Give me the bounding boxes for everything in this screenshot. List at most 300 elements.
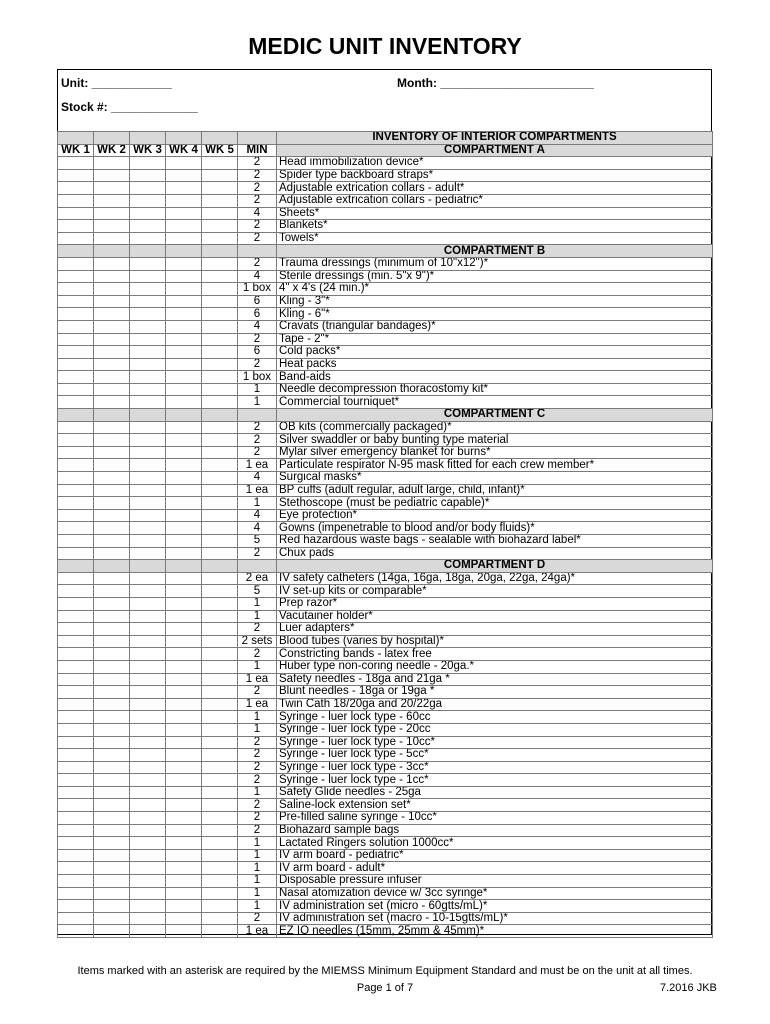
week-3-check-cell[interactable]	[130, 837, 166, 850]
week-1-check-cell[interactable]	[58, 169, 94, 182]
week-1-check-cell[interactable]	[58, 925, 94, 938]
week-4-check-cell[interactable]	[166, 232, 202, 245]
week-5-check-cell[interactable]	[202, 446, 238, 459]
week-5-check-cell[interactable]	[202, 497, 238, 510]
week-5-check-cell[interactable]	[202, 912, 238, 925]
week-1-check-cell[interactable]	[58, 660, 94, 673]
week-4-check-cell[interactable]	[166, 320, 202, 333]
week-4-check-cell[interactable]	[166, 522, 202, 535]
week-2-check-cell[interactable]	[94, 585, 130, 598]
week-4-check-cell[interactable]	[166, 295, 202, 308]
week-3-check-cell[interactable]	[130, 472, 166, 485]
week-1-check-cell[interactable]	[58, 597, 94, 610]
week-4-check-cell[interactable]	[166, 900, 202, 913]
week-1-check-cell[interactable]	[58, 270, 94, 283]
week-4-check-cell[interactable]	[166, 358, 202, 371]
week-4-check-cell[interactable]	[166, 497, 202, 510]
week-2-check-cell[interactable]	[94, 283, 130, 296]
week-1-check-cell[interactable]	[58, 623, 94, 636]
week-5-check-cell[interactable]	[202, 572, 238, 585]
unit-field[interactable]: Unit: ____________	[61, 76, 172, 90]
week-1-check-cell[interactable]	[58, 635, 94, 648]
week-5-check-cell[interactable]	[202, 648, 238, 661]
week-1-check-cell[interactable]	[58, 572, 94, 585]
week-2-check-cell[interactable]	[94, 723, 130, 736]
week-1-check-cell[interactable]	[58, 723, 94, 736]
week-3-check-cell[interactable]	[130, 849, 166, 862]
week-1-check-cell[interactable]	[58, 283, 94, 296]
week-2-check-cell[interactable]	[94, 371, 130, 384]
week-5-check-cell[interactable]	[202, 547, 238, 560]
week-3-check-cell[interactable]	[130, 623, 166, 636]
week-3-check-cell[interactable]	[130, 194, 166, 207]
week-5-check-cell[interactable]	[202, 774, 238, 787]
week-2-check-cell[interactable]	[94, 925, 130, 938]
week-5-check-cell[interactable]	[202, 862, 238, 875]
week-2-check-cell[interactable]	[94, 875, 130, 888]
week-3-check-cell[interactable]	[130, 698, 166, 711]
week-1-check-cell[interactable]	[58, 346, 94, 359]
week-4-check-cell[interactable]	[166, 346, 202, 359]
week-2-check-cell[interactable]	[94, 799, 130, 812]
week-3-check-cell[interactable]	[130, 295, 166, 308]
week-3-check-cell[interactable]	[130, 711, 166, 724]
week-5-check-cell[interactable]	[202, 421, 238, 434]
week-3-check-cell[interactable]	[130, 824, 166, 837]
week-5-check-cell[interactable]	[202, 220, 238, 233]
week-2-check-cell[interactable]	[94, 774, 130, 787]
week-4-check-cell[interactable]	[166, 459, 202, 472]
week-5-check-cell[interactable]	[202, 257, 238, 270]
week-2-check-cell[interactable]	[94, 509, 130, 522]
week-5-check-cell[interactable]	[202, 308, 238, 321]
week-1-check-cell[interactable]	[58, 648, 94, 661]
week-4-check-cell[interactable]	[166, 283, 202, 296]
week-1-check-cell[interactable]	[58, 182, 94, 195]
week-2-check-cell[interactable]	[94, 749, 130, 762]
week-5-check-cell[interactable]	[202, 346, 238, 359]
week-2-check-cell[interactable]	[94, 472, 130, 485]
week-5-check-cell[interactable]	[202, 875, 238, 888]
week-5-check-cell[interactable]	[202, 371, 238, 384]
week-4-check-cell[interactable]	[166, 761, 202, 774]
week-2-check-cell[interactable]	[94, 182, 130, 195]
week-2-check-cell[interactable]	[94, 849, 130, 862]
week-1-check-cell[interactable]	[58, 824, 94, 837]
week-4-check-cell[interactable]	[166, 220, 202, 233]
week-2-check-cell[interactable]	[94, 320, 130, 333]
week-2-check-cell[interactable]	[94, 761, 130, 774]
week-1-check-cell[interactable]	[58, 799, 94, 812]
week-4-check-cell[interactable]	[166, 837, 202, 850]
week-2-check-cell[interactable]	[94, 547, 130, 560]
week-2-check-cell[interactable]	[94, 912, 130, 925]
week-5-check-cell[interactable]	[202, 232, 238, 245]
week-1-check-cell[interactable]	[58, 673, 94, 686]
week-1-check-cell[interactable]	[58, 333, 94, 346]
week-1-check-cell[interactable]	[58, 396, 94, 409]
week-5-check-cell[interactable]	[202, 509, 238, 522]
week-2-check-cell[interactable]	[94, 383, 130, 396]
week-4-check-cell[interactable]	[166, 673, 202, 686]
week-4-check-cell[interactable]	[166, 635, 202, 648]
week-4-check-cell[interactable]	[166, 597, 202, 610]
week-2-check-cell[interactable]	[94, 635, 130, 648]
week-3-check-cell[interactable]	[130, 799, 166, 812]
week-2-check-cell[interactable]	[94, 220, 130, 233]
week-5-check-cell[interactable]	[202, 749, 238, 762]
week-3-check-cell[interactable]	[130, 509, 166, 522]
week-1-check-cell[interactable]	[58, 711, 94, 724]
week-1-check-cell[interactable]	[58, 749, 94, 762]
week-3-check-cell[interactable]	[130, 220, 166, 233]
week-5-check-cell[interactable]	[202, 597, 238, 610]
week-1-check-cell[interactable]	[58, 157, 94, 170]
week-3-check-cell[interactable]	[130, 434, 166, 447]
week-4-check-cell[interactable]	[166, 686, 202, 699]
week-5-check-cell[interactable]	[202, 837, 238, 850]
week-4-check-cell[interactable]	[166, 925, 202, 938]
week-4-check-cell[interactable]	[166, 572, 202, 585]
week-5-check-cell[interactable]	[202, 736, 238, 749]
week-2-check-cell[interactable]	[94, 308, 130, 321]
week-3-check-cell[interactable]	[130, 371, 166, 384]
item-name: Sterile dressings (min. 5"x 9")*	[277, 270, 713, 283]
week-3-check-cell[interactable]	[130, 875, 166, 888]
week-2-check-cell[interactable]	[94, 270, 130, 283]
week-4-check-cell[interactable]	[166, 648, 202, 661]
week-1-check-cell[interactable]	[58, 295, 94, 308]
week-3-check-cell[interactable]	[130, 925, 166, 938]
week-5-check-cell[interactable]	[202, 522, 238, 535]
week-3-check-cell[interactable]	[130, 421, 166, 434]
week-1-check-cell[interactable]	[58, 497, 94, 510]
week-4-check-cell[interactable]	[166, 484, 202, 497]
week-4-check-cell[interactable]	[166, 509, 202, 522]
week-5-check-cell[interactable]	[202, 194, 238, 207]
week-4-check-cell[interactable]	[166, 711, 202, 724]
week-3-check-cell[interactable]	[130, 862, 166, 875]
week-3-check-cell[interactable]	[130, 333, 166, 346]
week-3-check-cell[interactable]	[130, 358, 166, 371]
week-1-check-cell[interactable]	[58, 484, 94, 497]
week-3-check-cell[interactable]	[130, 660, 166, 673]
week-2-check-cell[interactable]	[94, 484, 130, 497]
week-1-check-cell[interactable]	[58, 383, 94, 396]
week-1-check-cell[interactable]	[58, 610, 94, 623]
week-3-check-cell[interactable]	[130, 887, 166, 900]
week-1-check-cell[interactable]	[58, 849, 94, 862]
week-3-check-cell[interactable]	[130, 812, 166, 825]
week-4-check-cell[interactable]	[166, 849, 202, 862]
week-3-check-cell[interactable]	[130, 383, 166, 396]
week-1-check-cell[interactable]	[58, 837, 94, 850]
week-2-check-cell[interactable]	[94, 686, 130, 699]
week-4-check-cell[interactable]	[166, 308, 202, 321]
week-1-check-cell[interactable]	[58, 434, 94, 447]
week-4-check-cell[interactable]	[166, 812, 202, 825]
week-1-check-cell[interactable]	[58, 912, 94, 925]
week-3-check-cell[interactable]	[130, 308, 166, 321]
week-4-check-cell[interactable]	[166, 799, 202, 812]
week-1-check-cell[interactable]	[58, 547, 94, 560]
week-3-check-cell[interactable]	[130, 346, 166, 359]
week-5-check-cell[interactable]	[202, 472, 238, 485]
week-3-check-cell[interactable]	[130, 396, 166, 409]
week-1-check-cell[interactable]	[58, 786, 94, 799]
week-4-check-cell[interactable]	[166, 472, 202, 485]
week-2-check-cell[interactable]	[94, 736, 130, 749]
week-4-check-cell[interactable]	[166, 698, 202, 711]
week-2-check-cell[interactable]	[94, 648, 130, 661]
week-1-check-cell[interactable]	[58, 421, 94, 434]
week-3-check-cell[interactable]	[130, 232, 166, 245]
week-1-check-cell[interactable]	[58, 887, 94, 900]
week-1-check-cell[interactable]	[58, 535, 94, 548]
week-1-check-cell[interactable]	[58, 220, 94, 233]
week-3-check-cell[interactable]	[130, 283, 166, 296]
week-5-check-cell[interactable]	[202, 333, 238, 346]
week-5-check-cell[interactable]	[202, 673, 238, 686]
week-5-check-cell[interactable]	[202, 459, 238, 472]
week-4-check-cell[interactable]	[166, 371, 202, 384]
week-4-check-cell[interactable]	[166, 736, 202, 749]
week-4-check-cell[interactable]	[166, 623, 202, 636]
week-3-check-cell[interactable]	[130, 446, 166, 459]
week-2-check-cell[interactable]	[94, 421, 130, 434]
week-1-check-cell[interactable]	[58, 194, 94, 207]
week-2-check-cell[interactable]	[94, 446, 130, 459]
week-3-check-cell[interactable]	[130, 547, 166, 560]
week-2-check-cell[interactable]	[94, 169, 130, 182]
week-2-check-cell[interactable]	[94, 837, 130, 850]
week-2-check-cell[interactable]	[94, 812, 130, 825]
week-5-check-cell[interactable]	[202, 383, 238, 396]
week-2-check-cell[interactable]	[94, 673, 130, 686]
week-3-check-cell[interactable]	[130, 648, 166, 661]
week-3-check-cell[interactable]	[130, 761, 166, 774]
week-1-check-cell[interactable]	[58, 308, 94, 321]
week-4-check-cell[interactable]	[166, 585, 202, 598]
week-3-check-cell[interactable]	[130, 497, 166, 510]
week-5-check-cell[interactable]	[202, 799, 238, 812]
week-4-check-cell[interactable]	[166, 547, 202, 560]
week-2-check-cell[interactable]	[94, 824, 130, 837]
week-4-check-cell[interactable]	[166, 383, 202, 396]
week-4-check-cell[interactable]	[166, 207, 202, 220]
week-1-check-cell[interactable]	[58, 232, 94, 245]
week-3-check-cell[interactable]	[130, 786, 166, 799]
week-5-check-cell[interactable]	[202, 849, 238, 862]
week-5-check-cell[interactable]	[202, 900, 238, 913]
week-4-check-cell[interactable]	[166, 774, 202, 787]
week-2-check-cell[interactable]	[94, 333, 130, 346]
week-5-check-cell[interactable]	[202, 686, 238, 699]
week-5-check-cell[interactable]	[202, 320, 238, 333]
week-5-check-cell[interactable]	[202, 623, 238, 636]
week-2-check-cell[interactable]	[94, 346, 130, 359]
week-3-check-cell[interactable]	[130, 459, 166, 472]
week-1-check-cell[interactable]	[58, 459, 94, 472]
week-5-check-cell[interactable]	[202, 812, 238, 825]
week-2-check-cell[interactable]	[94, 157, 130, 170]
week-1-check-cell[interactable]	[58, 522, 94, 535]
week-1-check-cell[interactable]	[58, 446, 94, 459]
week-4-check-cell[interactable]	[166, 749, 202, 762]
week-1-check-cell[interactable]	[58, 862, 94, 875]
week-1-check-cell[interactable]	[58, 698, 94, 711]
week-3-check-cell[interactable]	[130, 774, 166, 787]
week-3-check-cell[interactable]	[130, 597, 166, 610]
week-3-check-cell[interactable]	[130, 673, 166, 686]
week-1-check-cell[interactable]	[58, 358, 94, 371]
week-4-check-cell[interactable]	[166, 723, 202, 736]
week-4-check-cell[interactable]	[166, 887, 202, 900]
week-5-check-cell[interactable]	[202, 698, 238, 711]
week-1-check-cell[interactable]	[58, 585, 94, 598]
week-2-check-cell[interactable]	[94, 900, 130, 913]
week-2-check-cell[interactable]	[94, 887, 130, 900]
week-5-check-cell[interactable]	[202, 535, 238, 548]
week-4-check-cell[interactable]	[166, 862, 202, 875]
week-5-check-cell[interactable]	[202, 157, 238, 170]
week-3-check-cell[interactable]	[130, 182, 166, 195]
week-5-check-cell[interactable]	[202, 396, 238, 409]
week-4-check-cell[interactable]	[166, 786, 202, 799]
week-1-check-cell[interactable]	[58, 736, 94, 749]
week-3-check-cell[interactable]	[130, 610, 166, 623]
week-5-check-cell[interactable]	[202, 887, 238, 900]
week-4-check-cell[interactable]	[166, 421, 202, 434]
week-4-check-cell[interactable]	[166, 333, 202, 346]
week-3-check-cell[interactable]	[130, 635, 166, 648]
week-1-check-cell[interactable]	[58, 257, 94, 270]
week-2-check-cell[interactable]	[94, 459, 130, 472]
week-1-check-cell[interactable]	[58, 371, 94, 384]
week-4-check-cell[interactable]	[166, 434, 202, 447]
week-3-check-cell[interactable]	[130, 257, 166, 270]
week-5-check-cell[interactable]	[202, 283, 238, 296]
week-2-check-cell[interactable]	[94, 194, 130, 207]
week-3-check-cell[interactable]	[130, 169, 166, 182]
week-5-check-cell[interactable]	[202, 635, 238, 648]
week-3-check-cell[interactable]	[130, 535, 166, 548]
week-2-check-cell[interactable]	[94, 257, 130, 270]
week-4-check-cell[interactable]	[166, 257, 202, 270]
week-3-check-cell[interactable]	[130, 749, 166, 762]
week-3-check-cell[interactable]	[130, 736, 166, 749]
week-4-check-cell[interactable]	[166, 824, 202, 837]
week-5-check-cell[interactable]	[202, 169, 238, 182]
week-2-check-cell[interactable]	[94, 396, 130, 409]
week-3-check-cell[interactable]	[130, 900, 166, 913]
week-5-check-cell[interactable]	[202, 925, 238, 938]
week-3-check-cell[interactable]	[130, 686, 166, 699]
week-2-check-cell[interactable]	[94, 434, 130, 447]
week-5-check-cell[interactable]	[202, 660, 238, 673]
week-3-check-cell[interactable]	[130, 572, 166, 585]
week-4-check-cell[interactable]	[166, 194, 202, 207]
week-2-check-cell[interactable]	[94, 207, 130, 220]
week-3-check-cell[interactable]	[130, 723, 166, 736]
week-2-check-cell[interactable]	[94, 711, 130, 724]
week-4-check-cell[interactable]	[166, 610, 202, 623]
week-4-check-cell[interactable]	[166, 446, 202, 459]
min-qty: 1 ea	[238, 925, 277, 938]
week-2-check-cell[interactable]	[94, 698, 130, 711]
week-1-check-cell[interactable]	[58, 472, 94, 485]
week-2-check-cell[interactable]	[94, 786, 130, 799]
week-3-check-cell[interactable]	[130, 484, 166, 497]
week-5-check-cell[interactable]	[202, 585, 238, 598]
week-1-check-cell[interactable]	[58, 812, 94, 825]
week-3-check-cell[interactable]	[130, 320, 166, 333]
week-2-check-cell[interactable]	[94, 295, 130, 308]
week-1-check-cell[interactable]	[58, 900, 94, 913]
week-5-check-cell[interactable]	[202, 358, 238, 371]
week-5-check-cell[interactable]	[202, 207, 238, 220]
week-4-check-cell[interactable]	[166, 660, 202, 673]
week-2-check-cell[interactable]	[94, 597, 130, 610]
week-1-check-cell[interactable]	[58, 774, 94, 787]
week-5-check-cell[interactable]	[202, 182, 238, 195]
week-1-check-cell[interactable]	[58, 509, 94, 522]
week-1-check-cell[interactable]	[58, 207, 94, 220]
week-1-check-cell[interactable]	[58, 686, 94, 699]
week-5-check-cell[interactable]	[202, 270, 238, 283]
week-2-check-cell[interactable]	[94, 660, 130, 673]
week-4-check-cell[interactable]	[166, 912, 202, 925]
week-1-check-cell[interactable]	[58, 320, 94, 333]
week-3-check-cell[interactable]	[130, 207, 166, 220]
week-1-check-cell[interactable]	[58, 875, 94, 888]
week-4-check-cell[interactable]	[166, 270, 202, 283]
week-2-check-cell[interactable]	[94, 535, 130, 548]
week-3-check-cell[interactable]	[130, 585, 166, 598]
week-2-check-cell[interactable]	[94, 522, 130, 535]
week-3-check-cell[interactable]	[130, 522, 166, 535]
week-2-check-cell[interactable]	[94, 572, 130, 585]
week-3-check-cell[interactable]	[130, 270, 166, 283]
week-2-check-cell[interactable]	[94, 610, 130, 623]
week-5-check-cell[interactable]	[202, 786, 238, 799]
week-4-check-cell[interactable]	[166, 396, 202, 409]
week-4-check-cell[interactable]	[166, 875, 202, 888]
week-5-check-cell[interactable]	[202, 723, 238, 736]
week-5-check-cell[interactable]	[202, 484, 238, 497]
week-4-check-cell[interactable]	[166, 169, 202, 182]
week-1-check-cell[interactable]	[58, 761, 94, 774]
week-3-check-cell[interactable]	[130, 157, 166, 170]
week-5-check-cell[interactable]	[202, 761, 238, 774]
week-4-check-cell[interactable]	[166, 157, 202, 170]
week-5-check-cell[interactable]	[202, 295, 238, 308]
month-field[interactable]: Month: _______________________	[397, 76, 594, 90]
week-5-check-cell[interactable]	[202, 434, 238, 447]
week-2-check-cell[interactable]	[94, 358, 130, 371]
week-5-check-cell[interactable]	[202, 711, 238, 724]
week-2-check-cell[interactable]	[94, 497, 130, 510]
week-5-check-cell[interactable]	[202, 824, 238, 837]
week-2-check-cell[interactable]	[94, 623, 130, 636]
week-2-check-cell[interactable]	[94, 232, 130, 245]
week-4-check-cell[interactable]	[166, 182, 202, 195]
week-2-check-cell[interactable]	[94, 862, 130, 875]
week-5-check-cell[interactable]	[202, 610, 238, 623]
stock-field[interactable]: Stock #: _____________	[61, 100, 198, 114]
week-4-check-cell[interactable]	[166, 535, 202, 548]
week-3-check-cell[interactable]	[130, 912, 166, 925]
